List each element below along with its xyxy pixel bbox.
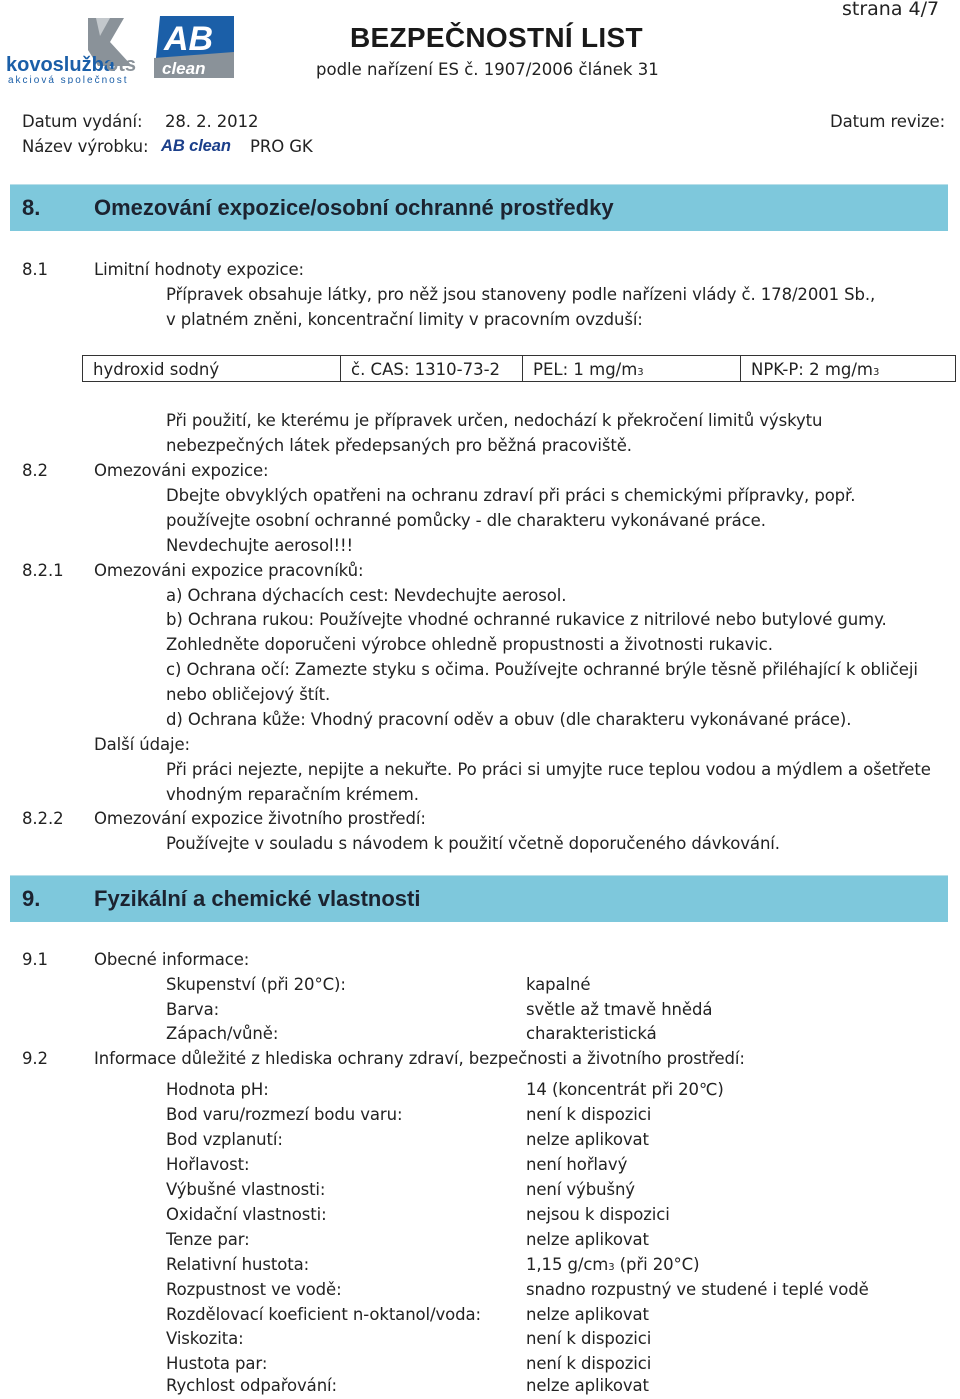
paragraph-line: Nevdechujte aerosol!!! [166,536,354,555]
paragraph-line: vhodným reparačním krémem. [166,785,419,804]
subsection-number: 8.2.2 [22,809,64,828]
property-label: Rozpustnost ve vodě: [166,1280,342,1299]
property-label: Bod vzplanutí: [166,1130,283,1149]
property-value: nelze aplikovat [526,1230,649,1249]
paragraph-line: Používejte v souladu s návodem k použití včetně doporučeného dávkování. [166,834,780,853]
property-value [526,1252,699,1280]
npk-value: NPK-P: 2 mg/m [751,360,874,379]
property-label: Hodnota pH: [166,1080,269,1099]
document-subtitle: podle nařízení ES č. 1907/2006 článek 31 [316,60,659,79]
exposure-limits-table [82,355,956,382]
paragraph-line: Přípravek obsahuje látky, pro něž jsou stanoveny podle nařízeni vlády č. 178/2001 Sb., [166,285,876,304]
property-value: nejsou k dispozici [526,1205,670,1224]
kovosluzba-logo [6,14,146,84]
property-label: Skupenství (při 20°C): [166,975,346,994]
property-label: Výbušné vlastnosti: [166,1180,326,1199]
property-label: Rozdělovací koeficient n-oktanol/voda: [166,1305,481,1324]
subsection-title: Omezováni expozice: [94,461,269,480]
property-label: Bod varu/rozmezí bodu varu: [166,1105,403,1124]
product-name-label: Název výrobku: [22,137,149,156]
product-name-value: PRO GK [250,137,313,156]
paragraph-line: a) Ochrana dýchacích cest: Nevdechujte aerosol. [166,586,567,605]
section-8-number: 8. [22,195,41,220]
table-cell-npk [741,356,955,381]
property-value: není výbušný [526,1180,635,1199]
property-label: Relativní hustota: [166,1255,310,1274]
property-label: Rychlost odpařování: [166,1376,337,1395]
subsection-title: Informace důležité z hlediska ochrany zdraví, bezpečnosti a životního prostředí: [94,1049,745,1068]
property-value: 14 (koncentrát při 20℃) [526,1080,724,1099]
section-8-title: Omezování expozice/osobní ochranné prostředky [94,195,614,220]
paragraph-line: d) Ochrana kůže: Vhodný pracovní oděv a obuv (dle charakteru vykonávané práce). [166,710,852,729]
paragraph-line: Dbejte obvyklých opatřeni na ochranu zdraví při práci s chemickými přípravky, popř. [166,486,856,505]
property-value: není k dispozici [526,1329,652,1348]
property-value: není k dispozici [526,1354,652,1373]
table-cell-cas: č. CAS: 1310-73-2 [341,356,523,381]
npk-unit-exponent: 3 [873,367,880,378]
property-value: nelze aplikovat [526,1376,649,1395]
paragraph-line: nebezpečných látek předepsaných pro běžná pracoviště. [166,436,632,455]
ab-clean-logo [154,14,236,80]
property-value: nelze aplikovat [526,1130,649,1149]
subsection-title: Limitní hodnoty expozice: [94,260,304,279]
property-label: Hustota par: [166,1354,268,1373]
document-title: BEZPEČNOSTNÍ LIST [350,22,643,53]
property-label: Oxidační vlastnosti: [166,1205,327,1224]
logo-ab-text: AB [164,20,214,58]
property-label: Viskozita: [166,1329,244,1348]
logo-suffix: ots [106,54,136,76]
property-value: charakteristická [526,1024,657,1043]
property-label: Hořlavost: [166,1155,250,1174]
property-value: kapalné [526,975,591,994]
property-value: není k dispozici [526,1105,652,1124]
subsection-number: 8.2.1 [22,561,64,580]
logo-clean-text: clean [162,59,206,78]
table-cell-substance: hydroxid sodný [83,356,341,381]
density-unit-exponent: 3 [608,1262,615,1273]
subsection-title: Omezováni expozice pracovníků: [94,561,364,580]
pel-value: PEL: 1 mg/m [533,360,638,379]
product-brand: AB clean [161,137,231,155]
section-9-header [10,875,948,922]
density-value: 1,15 g/cm [526,1255,609,1274]
paragraph-line: Zohledněte doporučeni výrobce ohledně propustnosti a životnosti rukavic. [166,635,773,654]
property-label: Tenze par: [166,1230,250,1249]
property-value: světle až tmavě hnědá [526,1000,713,1019]
property-value: snadno rozpustný ve studené i teplé vodě [526,1280,869,1299]
issue-date-label: Datum vydání: [22,112,143,131]
property-label: Zápach/vůně: [166,1024,279,1043]
subsection-title: Další údaje: [94,735,190,754]
property-value: nelze aplikovat [526,1305,649,1324]
subsection-number: 9.2 [22,1049,48,1068]
revision-date-label: Datum revize: [830,112,946,131]
paragraph-line: Při použití, ke kterému je přípravek určen, nedochází k překročení limitů výskytu [166,411,823,430]
paragraph-line: nebo obličejový štít. [166,685,331,704]
subsection-number: 9.1 [22,950,48,969]
logo-tagline: akciová společnost [8,75,129,84]
property-value: není hořlavý [526,1155,628,1174]
section-9-title: Fyzikální a chemické vlastnosti [94,886,421,911]
issue-date-value: 28. 2. 2012 [165,112,259,131]
density-condition: (při 20°C) [614,1255,700,1274]
page-number: strana 4/7 [842,0,940,20]
logo-text: kovoslužba [6,54,115,76]
section-9-number: 9. [22,886,41,911]
subsection-number: 8.1 [22,260,48,279]
pel-unit-exponent: 3 [637,367,644,378]
property-label: Barva: [166,1000,220,1019]
paragraph-line: Při práci nejezte, nepijte a nekuřte. Po práci si umyjte ruce teplou vodou a mýdlem a ošetřete [166,760,931,779]
paragraph-line: v platném zněni, koncentrační limity v pracovním ovzduší: [166,310,643,329]
subsection-number: 8.2 [22,461,48,480]
paragraph-line: c) Ochrana očí: Zamezte styku s očima. Používejte ochranné brýle těsně přiléhající k obličeji [166,660,918,679]
paragraph-line: b) Ochrana rukou: Používejte vhodné ochranné rukavice z nitrilové nebo butylové gumy. [166,610,887,629]
subsection-title: Omezování expozice životního prostředí: [94,809,426,828]
subsection-title: Obecné informace: [94,950,250,969]
table-cell-pel [523,356,741,381]
section-8-header [10,184,948,231]
paragraph-line: používejte osobní ochranné pomůcky - dle charakteru vykonávané práce. [166,511,766,530]
